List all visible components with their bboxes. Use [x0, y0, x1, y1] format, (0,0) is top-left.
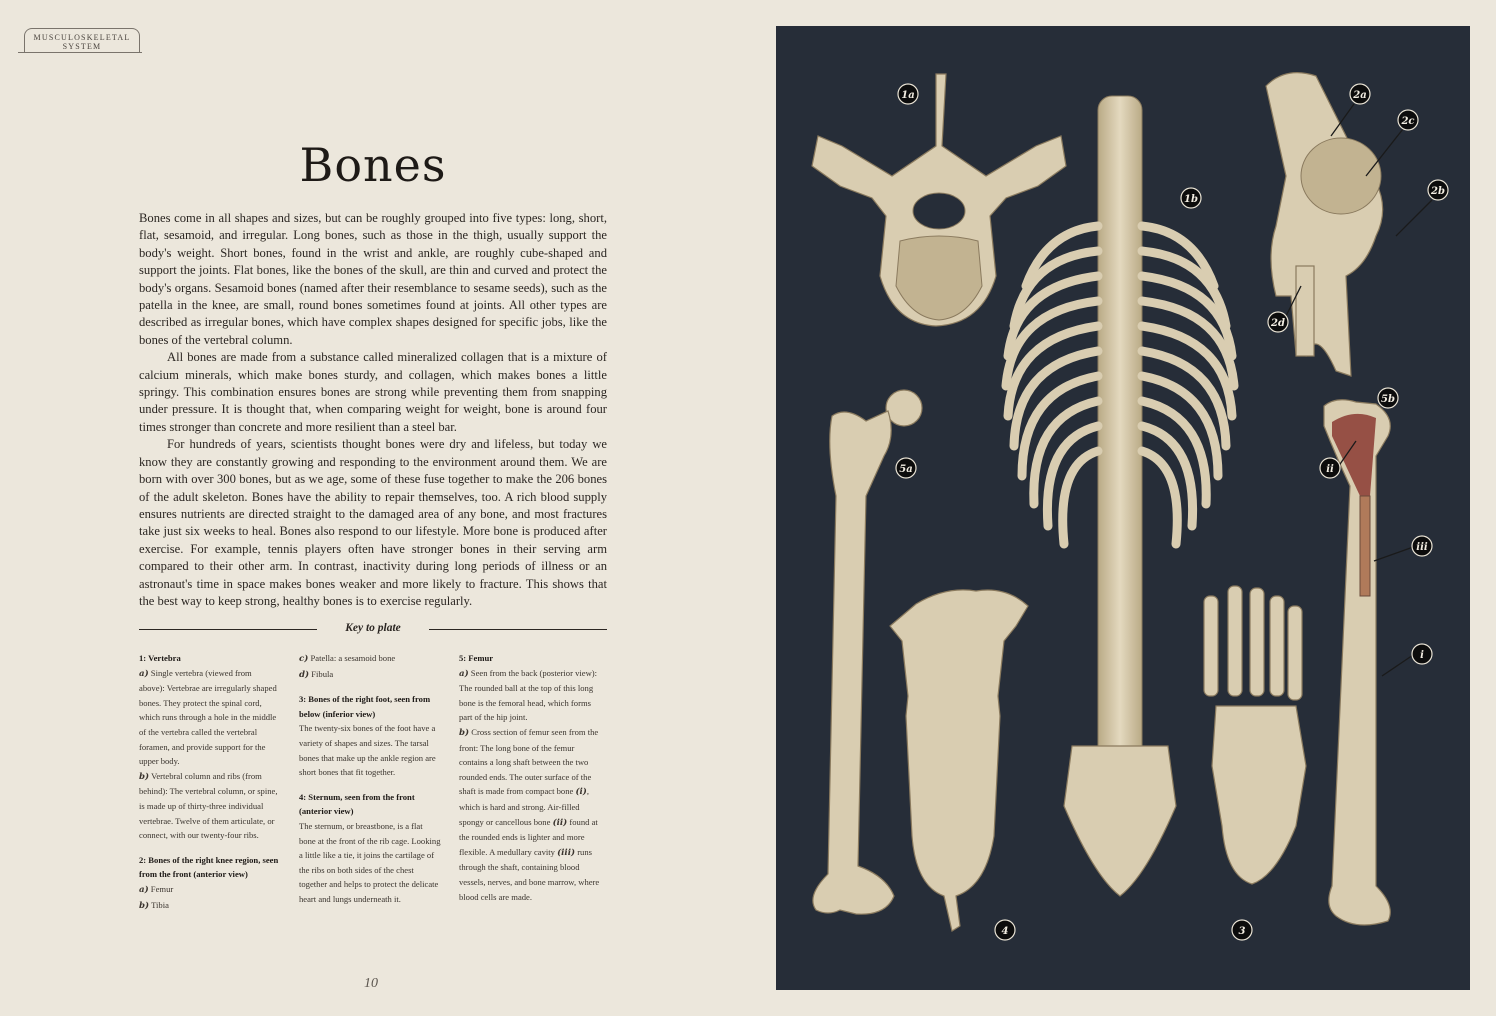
key-item: b) Vertebral column and ribs (from behind): The vertebral column, or spine, is made up of thirty-three individual vertebrae. Twelve of them articulate, or connect, with our twenty-four ribs.: [139, 770, 278, 841]
label-5b: [1378, 388, 1398, 408]
svg-text:3: 3: [1238, 926, 1246, 937]
key-heading-sternum: 4: Sternum, seen from the front (anterior view): [299, 791, 415, 817]
key-item: The sternum, or breastbone, is a flat bone at the front of the rib cage. Looking a little like a tie, it joins the cartilage of the ribs on both sides of the chest together and helps to protect the delicate heart and lungs underneath it.: [299, 820, 441, 904]
spine-ribs-illustration: [1006, 96, 1234, 896]
key-item: a) Seen from the back (posterior view): The rounded ball at the top of this long bone is the femoral head, which forms part of the hip joint.: [459, 667, 598, 723]
key-heading: [139, 622, 607, 636]
key-heading-vertebra: 1: Vertebra: [139, 653, 181, 663]
key-heading-knee: 2: Bones of the right knee region, seen from the front (anterior view): [139, 854, 279, 880]
divider: [429, 629, 607, 630]
label-ii: [1320, 458, 1340, 478]
svg-text:2b: 2b: [1431, 186, 1445, 197]
svg-text:ii: ii: [1326, 464, 1334, 475]
key-item: a) Femur: [139, 883, 174, 895]
label-2b: [1428, 180, 1448, 200]
femur-section-illustration: [1324, 400, 1390, 925]
svg-text:1b: 1b: [1184, 194, 1198, 205]
svg-text:2a: 2a: [1353, 90, 1367, 101]
label-i: [1412, 644, 1432, 664]
key-item: c) Patella: a sesamoid bone: [299, 653, 396, 664]
label-2c: [1398, 110, 1418, 130]
svg-text:iii: iii: [1416, 542, 1428, 553]
svg-text:2d: 2d: [1271, 318, 1285, 329]
svg-text:5a: 5a: [899, 464, 913, 475]
key-item: d) Fibula: [299, 668, 334, 680]
sternum-illustration: [890, 590, 1028, 931]
svg-text:5b: 5b: [1381, 394, 1395, 405]
paragraph: For hundreds of years, scientists thought bones were dry and lifeless, but today we know they are constantly growing and responding to the environment around them. We are born with over 300 bones, but as we age, some of these fuse together to make the 206 bones of the adult skeleton. Bones have the ability to repair themselves, too. A rich blood supply ensures nutrients are directed straight to the damaged area of any bone, and most fractures take just six weeks to heal. Bones also respond to our lifestyle. More bone is produced after exercise. For example, tennis players often have stronger bones in their serving arm compared to their other arm. In contrast, inactivity during long periods of illness or an astronaut's time in space makes bones weaker and more likely to fracture. This shows that the best way to keep strong, healthy bones is to exercise regularly.: [139, 437, 607, 608]
key-column-3: [459, 651, 605, 904]
paragraph: Bones come in all shapes and sizes, but can be roughly grouped into five types: long, short, flat, sesamoid, and irregular. Long bones, such as those in the thigh, usually support the body's weight. Short bones, found in the wrist and ankle, are roughly cube-shaped and support the joints. Flat bones, like the bones of the skull, are thin and curved and protect the body's organs. Sesamoid bones (named after their resemblance to sesame seeds), such as the patella in the knee, are small, round bones sometimes found at joints. All other types are described as irregular bones, which have complex shapes designed for specific jobs, like the bones of the vertebral column.: [139, 211, 607, 347]
key-item: The twenty-six bones of the foot have a variety of shapes and sizes. The tarsal bones that make up the ankle region are short bones that fit together.: [299, 723, 436, 778]
label-iii: [1412, 536, 1432, 556]
svg-text:4: 4: [1001, 926, 1009, 937]
paragraph: All bones are made from a substance called mineralized collagen that is a mixture of calcium minerals, which make bones sturdy, and collagen, which makes bones a little springy. This combination ensures bones are strong while preventing them from snapping under pressure. It is thought that, when comparing weight for weight, bone is around four times stronger than concrete and more resilient than a steel bar.: [139, 350, 607, 434]
label-4: [995, 920, 1015, 940]
label-5a: [896, 458, 916, 478]
key-label: Key to plate: [345, 622, 401, 634]
svg-text:2c: 2c: [1401, 116, 1415, 127]
key-column-2: [299, 651, 441, 907]
page-number: 10: [364, 976, 378, 991]
key-column-1: [139, 651, 279, 913]
key-item: b) Tibia: [139, 899, 169, 911]
section-tab-line2: SYSTEM: [62, 42, 102, 51]
plate-illustration: [776, 26, 1470, 990]
section-tab-line1: MUSCULOSKELETAL: [33, 33, 131, 42]
key-heading-femur: 5: Femur: [459, 653, 494, 663]
key-item: a) Single vertebra (viewed from above): Vertebrae are irregularly shaped bones. They protect the spinal cord, which runs through a hole in the middle of the vertebra called the vertebral foramen, and provide support for the upper body.: [139, 667, 277, 767]
body-text: [139, 210, 607, 610]
key-item: b) Cross section of femur seen from the front: The long bone of the femur contains a long shaft between the two rounded ends. The outer surface of the shaft is made from compact bone (i), which is hard and strong. Air-filled spongy or cancellous bone (ii) found at the rounded ends is lighter and more flexible. A medullary cavity (iii) runs through the shaft, containing blood vessels, nerves, and bone marrow, where blood cells are made.: [459, 726, 600, 902]
svg-text:i: i: [1420, 650, 1424, 661]
label-2d: [1268, 312, 1288, 332]
foot-illustration: [1204, 586, 1306, 884]
svg-text:1a: 1a: [901, 90, 915, 101]
page-title: Bones: [299, 138, 447, 192]
label-1a: [898, 84, 918, 104]
section-rule: [18, 52, 142, 53]
key-heading-foot: 3: Bones of the right foot, seen from below (inferior view): [299, 694, 431, 719]
anatomical-plate: [776, 26, 1470, 990]
label-1b: [1181, 188, 1201, 208]
label-3: [1232, 920, 1252, 940]
section-tab: [24, 28, 140, 52]
label-2a: [1350, 84, 1370, 104]
